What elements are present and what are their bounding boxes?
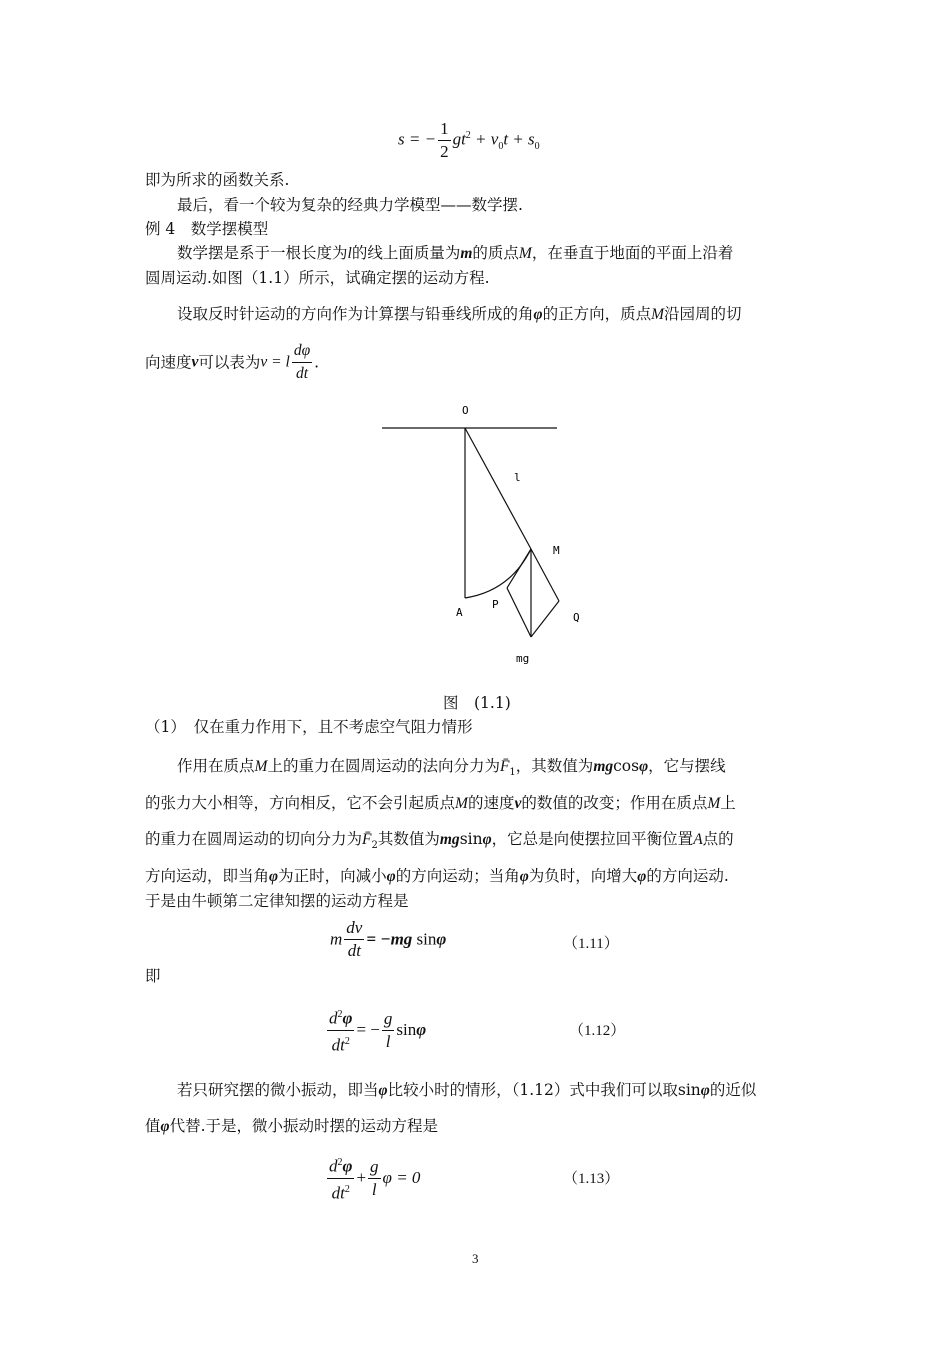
paragraph-13: 于是由牛顿第二定律知摆的运动方程是 xyxy=(145,892,409,910)
p16-phi: φ xyxy=(160,1118,170,1135)
example-heading: 例 4 数学摆模型 xyxy=(145,220,269,238)
eq13-num-phi: φ xyxy=(342,1156,353,1176)
eq11-den: dt xyxy=(347,941,361,960)
paragraph-9 xyxy=(177,756,726,783)
p9-Fsub: 1 xyxy=(509,767,516,779)
p7-b: 可以表为 xyxy=(198,353,261,372)
p12-phi3: φ xyxy=(519,868,529,885)
p15-sin: sin xyxy=(677,1081,701,1099)
p16-a: 值 xyxy=(145,1117,161,1135)
figure-caption: 图 (1.1) xyxy=(443,694,511,712)
paragraph-2: 最后，看一个较为复杂的经典力学模型——数学摆. xyxy=(177,196,523,214)
line-Q-mg xyxy=(531,601,559,637)
label-Q: Q xyxy=(573,611,580,624)
p10-b: 的速度 xyxy=(467,794,515,812)
eq11-rhs: = −mg xyxy=(366,929,413,949)
p12-a: 方向运动，即当角 xyxy=(145,867,270,885)
p9-cos: cos xyxy=(613,757,640,775)
p16-b: 代替.于是，微小振动时摆的运动方程是 xyxy=(169,1117,439,1135)
p11-b: 其数值为 xyxy=(377,830,440,848)
p6-c: 沿园周的切 xyxy=(664,305,742,323)
p11-d: 点的 xyxy=(702,830,734,848)
p12-b: 为正时，向减小 xyxy=(278,867,387,885)
eq-s-num: 1 xyxy=(438,118,451,141)
p10-d: 上 xyxy=(720,794,736,812)
p9-b: 上的重力在圆周运动的法向分力为 xyxy=(267,757,500,775)
p12-d: 为负时，向增大 xyxy=(528,867,638,885)
p9-M: M xyxy=(254,758,268,775)
eq11-m: m xyxy=(330,929,343,949)
paragraph-1: 即为所求的函数关系. xyxy=(145,171,290,189)
eq-s-gt: gt xyxy=(452,129,466,149)
p10-a: 的张力大小相等，方向相反，它不会引起质点 xyxy=(145,794,456,812)
p11-F: F̄ xyxy=(362,831,372,848)
eq13-plus: + xyxy=(356,1168,367,1188)
p6-b: 的正方向，质点 xyxy=(542,305,652,323)
eq12-fden: l xyxy=(385,1031,391,1051)
p12-e: 的方向运动. xyxy=(646,867,729,885)
p6-phi: φ xyxy=(533,306,543,323)
eq-s-den: 2 xyxy=(440,142,449,161)
p4-l: l xyxy=(347,245,352,262)
p15-phi2: φ xyxy=(700,1082,710,1099)
eq12-num-phi: φ xyxy=(342,1008,353,1028)
equation-1-11-number: （1.11） xyxy=(563,936,619,952)
eq12-fnum: g xyxy=(382,1008,395,1031)
eq-s-sub0a: 0 xyxy=(498,140,504,152)
p15-c: 的近似 xyxy=(709,1081,757,1099)
p4-M: M xyxy=(518,245,532,262)
eq-s-sub0b: 0 xyxy=(534,140,540,152)
paragraph-14: 即 xyxy=(145,967,161,985)
equation-1-12 xyxy=(325,1004,426,1056)
p12-c: 的方向运动；当角 xyxy=(395,867,520,885)
p9-F: F̄ xyxy=(499,758,510,775)
p9-mg: mg xyxy=(593,758,614,775)
eq12-num-d: d xyxy=(329,1008,338,1028)
p10-v: v xyxy=(514,795,522,812)
paragraph-12 xyxy=(145,866,729,887)
eq12-num-sup: 2 xyxy=(337,1009,343,1020)
label-O: O xyxy=(462,404,469,417)
label-M: M xyxy=(553,544,560,557)
eq-s-sq: 2 xyxy=(465,129,471,141)
p7-v: v xyxy=(191,353,199,371)
eq13-den-sup: 2 xyxy=(344,1183,350,1195)
p11-mg: mg xyxy=(439,831,460,848)
p9-phi: φ xyxy=(639,758,649,775)
eq11-num: dv xyxy=(344,917,364,940)
eq12-den-sup: 2 xyxy=(344,1035,350,1047)
p15-phi: φ xyxy=(378,1082,388,1099)
eq12-sin: sin xyxy=(396,1020,417,1040)
label-l: l xyxy=(514,471,521,484)
equation-1-13 xyxy=(325,1152,420,1204)
pendulum-figure xyxy=(370,395,580,675)
p10-c: 的数值的改变；作用在质点 xyxy=(521,794,708,812)
eq12-eq: = − xyxy=(356,1020,380,1040)
eq13-fnum: g xyxy=(368,1156,381,1179)
eq11-sin: sin xyxy=(416,929,437,949)
p7-dot: . xyxy=(314,353,320,372)
p4-b: 的线上面质量为 xyxy=(351,244,461,262)
tangent-component xyxy=(507,549,531,588)
eq-s-lhs: s = − xyxy=(398,129,437,149)
equation-1-12-number: （1.12） xyxy=(569,1023,626,1039)
equation-1-13-number: （1.13） xyxy=(563,1171,620,1187)
p4-m: m xyxy=(460,245,473,262)
p15-a: 若只研究摆的微小振动，即当 xyxy=(177,1081,379,1099)
equation-displacement xyxy=(398,118,540,163)
section-heading: （1） 仅在重力作用下，且不考虑空气阻力情形 xyxy=(145,718,473,736)
eq-s-v: + v xyxy=(470,129,499,149)
p11-Fsub: 2 xyxy=(371,840,378,852)
p7-a: 向速度 xyxy=(145,353,192,372)
label-P: P xyxy=(492,598,499,611)
p6-a: 设取反时针运动的方向作为计算摆与铅垂线所成的角 xyxy=(177,305,534,323)
paragraph-6 xyxy=(177,304,742,325)
p10-M: M xyxy=(455,795,468,812)
paragraph-7 xyxy=(145,340,319,385)
p4-c: 的质点 xyxy=(472,244,519,262)
eq13-fden: l xyxy=(371,1179,377,1199)
p11-c: ，它总是向使摆拉回平衡位置 xyxy=(491,830,694,848)
paragraph-11 xyxy=(145,829,734,856)
p12-phi4: φ xyxy=(637,868,647,885)
p11-A: A xyxy=(693,831,703,848)
eq13-num-d: d xyxy=(329,1156,338,1176)
p7-frac-den: dt xyxy=(295,365,309,382)
eq12-den-dt: dt xyxy=(331,1035,345,1055)
p4-d: ，在垂直于地面的平面上沿着 xyxy=(531,244,734,262)
p6-M: M xyxy=(651,306,665,323)
pendulum-string xyxy=(465,428,531,549)
eq13-rhs: φ = 0 xyxy=(382,1168,421,1188)
eq13-den-dt: dt xyxy=(331,1183,345,1203)
p10-M2: M xyxy=(707,795,721,812)
eq13-num-sup: 2 xyxy=(337,1157,343,1168)
p4-a: 数学摆是系于一根长度为 xyxy=(177,244,348,262)
p12-phi1: φ xyxy=(269,868,279,885)
paragraph-5: 圆周运动.如图（1.1）所示，试确定摆的运动方程. xyxy=(145,269,490,287)
p11-phi: φ xyxy=(482,831,492,848)
p7-eq: v = l xyxy=(260,353,290,371)
eq12-phi: φ xyxy=(416,1020,427,1040)
label-mg: mg xyxy=(516,652,530,665)
p12-phi2: φ xyxy=(386,868,396,885)
p11-sin: sin xyxy=(459,830,483,848)
equation-1-11 xyxy=(330,917,446,962)
eq11-phi: φ xyxy=(436,929,447,949)
label-A: A xyxy=(456,606,463,619)
p7-frac-num: dφ xyxy=(292,340,312,363)
p9-a: 作用在质点 xyxy=(177,757,255,775)
eq-s-t: t + s xyxy=(503,129,535,149)
p9-c: ，其数值为 xyxy=(515,757,594,775)
paragraph-15 xyxy=(177,1080,756,1101)
arc-AM xyxy=(465,549,531,598)
paragraph-16 xyxy=(145,1116,438,1137)
paragraph-10 xyxy=(145,793,736,814)
p11-a: 的重力在圆周运动的切向分力为 xyxy=(145,830,363,848)
line-P-mg xyxy=(507,588,531,637)
p15-b: 比较小时的情形，（1.12）式中我们可以取 xyxy=(387,1081,678,1099)
p9-d: ，它与摆线 xyxy=(648,757,726,775)
page-number: 3 xyxy=(472,1251,479,1266)
paragraph-4 xyxy=(177,243,733,264)
